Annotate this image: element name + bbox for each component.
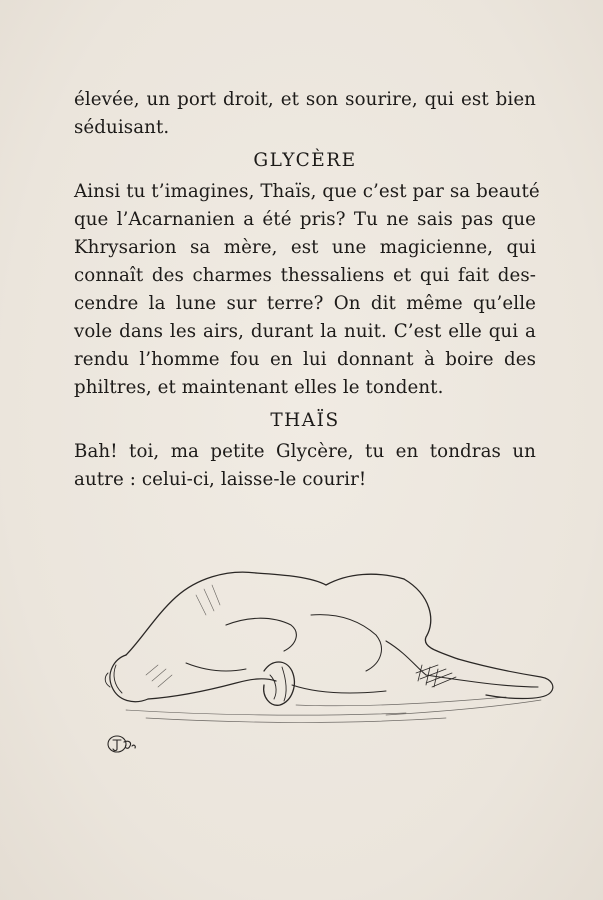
speaker-name: GLYCÈRE — [253, 150, 357, 171]
text-line: Ainsi tu t’imagines, Thaïs, que c’est par sa beauté — [74, 181, 540, 202]
text-line: philtres, et maintenant elles le tondent. — [74, 377, 444, 398]
text-line: séduisant. — [74, 117, 170, 138]
text-line: Bah! toi, ma petite Glycère, tu en tondras un — [74, 441, 536, 462]
text-line: vole dans les airs, durant la nuit. C’est elle qui a — [74, 321, 536, 342]
text-line: cendre la lune sur terre? On dit même qu’elle — [74, 293, 536, 314]
artist-monogram-icon — [106, 732, 138, 756]
text-line: autre : celui-ci, laisse-le courir! — [74, 469, 367, 490]
text-line: connaît des charmes thessaliens et qui fait des- — [74, 265, 536, 286]
text-line: rendu l’homme fou en lui donnant à boire des — [74, 349, 536, 370]
text-block — [74, 86, 540, 494]
text-line: Khrysarion sa mère, est une magicienne, qui — [74, 237, 536, 258]
speaker-name: THAÏS — [270, 410, 340, 431]
text-line: élevée, un port droit, et son sourire, qui est bien — [74, 89, 536, 110]
text-line: que l’Acarnanien a été pris? Tu ne sais pas que — [74, 209, 536, 230]
reclining-figure-illustration — [86, 555, 566, 765]
